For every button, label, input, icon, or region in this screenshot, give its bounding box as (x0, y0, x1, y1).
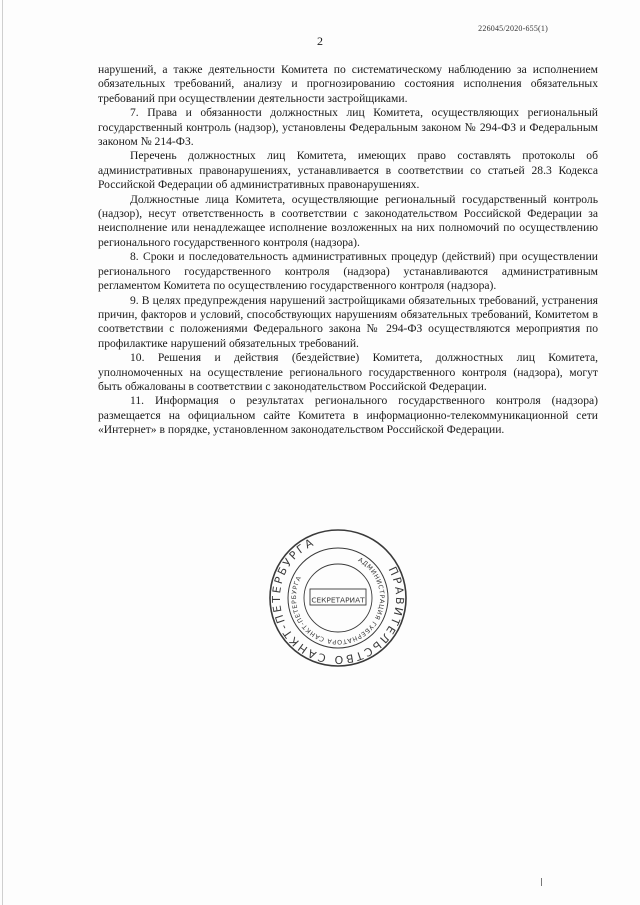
paragraph-officials-list: Перечень должностных лиц Комитета, имеющих право составлять протоколы об административных правонарушениях, устанавливается в соответствии со статьей 28.3 Кодекса Российской Федерации об административных правонарушениях. (98, 149, 598, 192)
paragraph-7: 7. Права и обязанности должностных лиц Комитета, осуществляющих региональный государственный контроль (надзор), установлены Федеральным законом № 294-ФЗ и Федеральным законом № 214-ФЗ. (98, 106, 598, 149)
paragraph-continuation: нарушений, а также деятельности Комитета по систематическому наблюдению за исполнением обязательных требований, анализу и прогнозированию состояния исполнения обязательных требований при осуществлении деятельности застройщиками. (98, 63, 598, 105)
official-seal-stamp (268, 528, 408, 668)
paragraph-8: 8. Сроки и последовательность административных процедур (действий) при осуществлении регионального государственного контроля (надзора) устанавливаются административным регламентом Комитета по осуществлению государственного контроля (надзора). (98, 250, 598, 293)
document-registration-number: 226045/2020-655(1) (478, 24, 548, 33)
seal-graphic (268, 528, 408, 668)
page-number: 2 (317, 34, 323, 48)
scan-mark (541, 878, 542, 886)
document-body (98, 63, 598, 438)
seal-center-text: СЕКРЕТАРИАТ (311, 595, 365, 605)
seal-outer-text: ПРАВИТЕЛЬСТВО САНКТ-ПЕТЕРБУРГА (269, 535, 407, 667)
scan-edge-line (2, 0, 3, 905)
paragraph-11: 11. Информация о результатах регионального государственного контроля (надзора) размещается на официальном сайте Комитета в информационно-телекоммуникационной сети «Интернет» в порядке, установленном законодательством Российской Федерации. (98, 394, 598, 437)
paragraph-9: 9. В целях предупреждения нарушений застройщиками обязательных требований, устранения причин, факторов и условий, способствующих нарушениям обязательных требований, Комитетом в соответствии с положениями Федерального закона № 294-ФЗ осуществляются мероприятия по профилактике нарушений обязательных требований. (98, 293, 598, 350)
paragraph-10: 10. Решения и действия (бездействие) Комитета, должностных лиц Комитета, уполномоченных на осуществление регионального государственного контроля (надзора), могут быть обжалованы в соответствии с законодательством Российской Федерации. (98, 351, 598, 393)
seal-inner-text: АДМИНИСТРАЦИЯ ГУБЕРНАТОРА САНКТ-ПЕТЕРБУРГА (290, 556, 386, 646)
paragraph-officials-responsibility: Должностные лица Комитета, осуществляющие региональный государственный контроль (надзор), несут ответственность в соответствии с законодательством Российской Федерации за неисполнение или ненадлежащее исполнение возложенных на них полномочий по осуществлению регионального государственного контроля (надзора). (98, 192, 598, 249)
